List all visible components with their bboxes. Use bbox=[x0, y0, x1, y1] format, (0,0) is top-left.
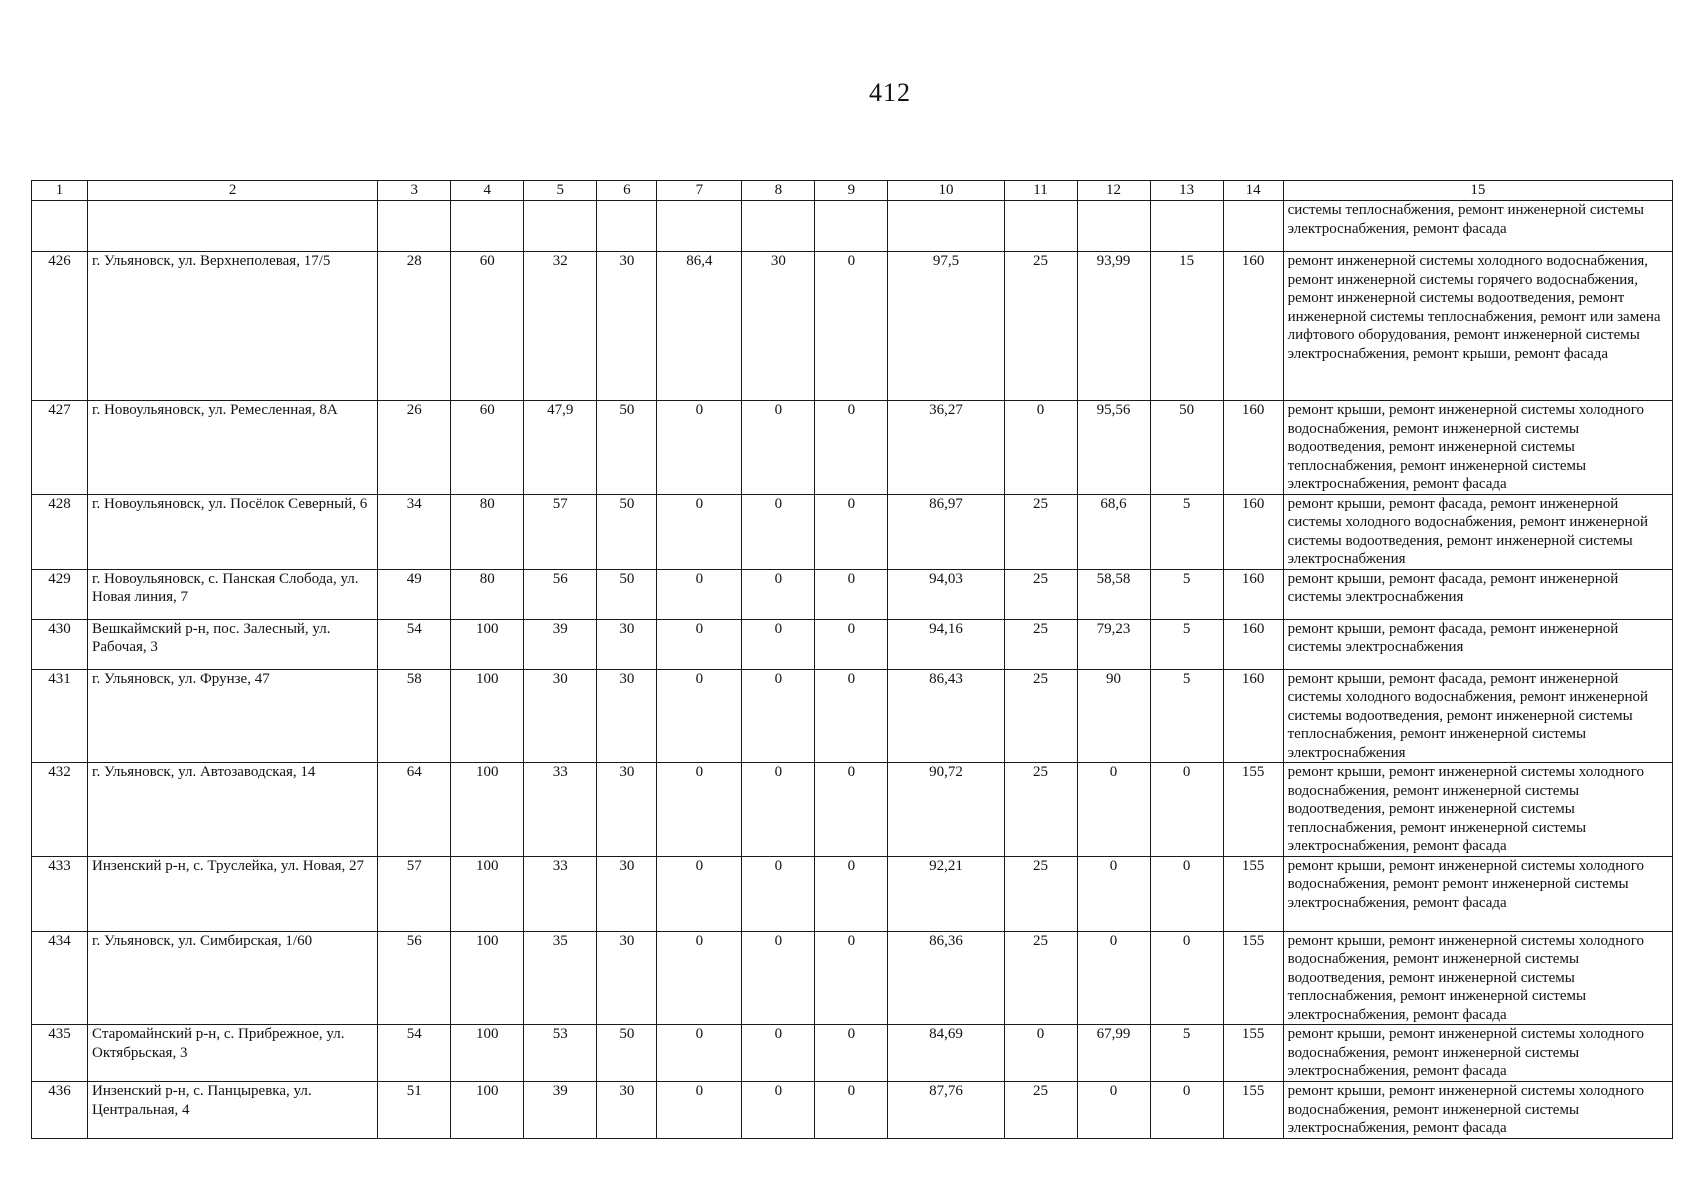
address-cell: г. Ульяновск, ул. Фрунзе, 47 bbox=[88, 669, 378, 763]
address-cell: г. Новоульяновск, ул. Ремесленная, 8А bbox=[88, 401, 378, 495]
address-cell: Инзенский р-н, с. Панцыревка, ул. Центральная, 4 bbox=[88, 1082, 378, 1139]
value-cell: 15 bbox=[1150, 252, 1223, 401]
row-number: 429 bbox=[32, 569, 88, 619]
value-cell: 86,4 bbox=[657, 252, 742, 401]
value-cell: 160 bbox=[1223, 494, 1283, 569]
value-cell: 0 bbox=[815, 856, 888, 931]
address-cell: г. Ульяновск, ул. Автозаводская, 14 bbox=[88, 763, 378, 857]
row-number: 430 bbox=[32, 619, 88, 669]
value-cell: 0 bbox=[815, 931, 888, 1025]
value-cell: 80 bbox=[451, 494, 524, 569]
value-cell: 0 bbox=[1077, 763, 1150, 857]
value-cell: 0 bbox=[815, 1082, 888, 1139]
value-cell: 0 bbox=[1004, 401, 1077, 495]
value-cell: 25 bbox=[1004, 763, 1077, 857]
value-cell bbox=[1223, 201, 1283, 252]
column-header: 1 bbox=[32, 181, 88, 201]
value-cell: 87,76 bbox=[888, 1082, 1004, 1139]
value-cell: 90 bbox=[1077, 669, 1150, 763]
works-cell: ремонт крыши, ремонт инженерной системы холодного водоснабжения, ремонт инженерной системы водоотведения, ремонт инженерной системы теплоснабжения, ремонт инженерной системы электроснабжения, ремонт фасада bbox=[1283, 763, 1672, 857]
value-cell: 68,6 bbox=[1077, 494, 1150, 569]
value-cell: 50 bbox=[597, 401, 657, 495]
works-cell: ремонт крыши, ремонт инженерной системы холодного водоснабжения, ремонт ремонт инженерной системы электроснабжения, ремонт фасада bbox=[1283, 856, 1672, 931]
value-cell: 0 bbox=[815, 252, 888, 401]
value-cell: 32 bbox=[524, 252, 597, 401]
value-cell: 0 bbox=[742, 856, 815, 931]
value-cell: 86,36 bbox=[888, 931, 1004, 1025]
value-cell: 160 bbox=[1223, 252, 1283, 401]
value-cell: 51 bbox=[378, 1082, 451, 1139]
value-cell: 0 bbox=[657, 619, 742, 669]
address-cell: Инзенский р-н, с. Труслейка, ул. Новая, 27 bbox=[88, 856, 378, 931]
value-cell: 39 bbox=[524, 1082, 597, 1139]
value-cell: 0 bbox=[657, 1082, 742, 1139]
value-cell: 94,03 bbox=[888, 569, 1004, 619]
address-cell: г. Ульяновск, ул. Симбирская, 1/60 bbox=[88, 931, 378, 1025]
value-cell: 0 bbox=[815, 763, 888, 857]
value-cell: 25 bbox=[1004, 856, 1077, 931]
row-number: 433 bbox=[32, 856, 88, 931]
value-cell: 49 bbox=[378, 569, 451, 619]
value-cell bbox=[597, 201, 657, 252]
column-header: 4 bbox=[451, 181, 524, 201]
column-header: 2 bbox=[88, 181, 378, 201]
value-cell: 0 bbox=[657, 763, 742, 857]
value-cell: 34 bbox=[378, 494, 451, 569]
table-row bbox=[32, 763, 1673, 857]
row-number: 431 bbox=[32, 669, 88, 763]
table-row bbox=[32, 494, 1673, 569]
value-cell: 67,99 bbox=[1077, 1025, 1150, 1082]
address-cell: Вешкаймский р-н, пос. Залесный, ул. Рабочая, 3 bbox=[88, 619, 378, 669]
value-cell: 0 bbox=[657, 1025, 742, 1082]
value-cell bbox=[451, 201, 524, 252]
value-cell bbox=[742, 201, 815, 252]
value-cell: 30 bbox=[597, 619, 657, 669]
value-cell: 0 bbox=[742, 669, 815, 763]
row-number: 426 bbox=[32, 252, 88, 401]
value-cell: 155 bbox=[1223, 931, 1283, 1025]
value-cell: 95,56 bbox=[1077, 401, 1150, 495]
value-cell: 50 bbox=[597, 494, 657, 569]
value-cell: 0 bbox=[742, 401, 815, 495]
value-cell bbox=[815, 201, 888, 252]
value-cell: 100 bbox=[451, 856, 524, 931]
address-cell: г. Ульяновск, ул. Верхнеполевая, 17/5 bbox=[88, 252, 378, 401]
value-cell bbox=[1150, 201, 1223, 252]
value-cell: 5 bbox=[1150, 619, 1223, 669]
value-cell: 80 bbox=[451, 569, 524, 619]
value-cell: 160 bbox=[1223, 669, 1283, 763]
address-cell bbox=[88, 201, 378, 252]
table-row bbox=[32, 1082, 1673, 1139]
value-cell: 100 bbox=[451, 1025, 524, 1082]
column-header: 13 bbox=[1150, 181, 1223, 201]
value-cell: 155 bbox=[1223, 856, 1283, 931]
column-header: 15 bbox=[1283, 181, 1672, 201]
value-cell: 5 bbox=[1150, 669, 1223, 763]
value-cell: 0 bbox=[657, 931, 742, 1025]
value-cell: 30 bbox=[524, 669, 597, 763]
table-row bbox=[32, 1025, 1673, 1082]
address-cell: Старомайнский р-н, с. Прибрежное, ул. Октябрьская, 3 bbox=[88, 1025, 378, 1082]
value-cell: 25 bbox=[1004, 1082, 1077, 1139]
row-number: 432 bbox=[32, 763, 88, 857]
works-cell: ремонт крыши, ремонт фасада, ремонт инженерной системы холодного водоснабжения, ремонт инженерной системы водоотведения, ремонт инженерной системы теплоснабжения, ремонт инженерной системы электроснабжения bbox=[1283, 669, 1672, 763]
value-cell: 60 bbox=[451, 401, 524, 495]
works-cell: ремонт крыши, ремонт инженерной системы холодного водоснабжения, ремонт инженерной системы водоотведения, ремонт инженерной системы теплоснабжения, ремонт инженерной системы электроснабжения, ремонт фасада bbox=[1283, 401, 1672, 495]
value-cell bbox=[378, 201, 451, 252]
works-cell: ремонт крыши, ремонт инженерной системы холодного водоснабжения, ремонт инженерной системы электроснабжения, ремонт фасада bbox=[1283, 1025, 1672, 1082]
table-row bbox=[32, 569, 1673, 619]
value-cell bbox=[1004, 201, 1077, 252]
value-cell: 0 bbox=[1150, 931, 1223, 1025]
value-cell: 84,69 bbox=[888, 1025, 1004, 1082]
value-cell: 30 bbox=[597, 252, 657, 401]
column-number-header bbox=[32, 181, 1673, 201]
value-cell: 0 bbox=[742, 1025, 815, 1082]
value-cell: 0 bbox=[1150, 763, 1223, 857]
value-cell: 160 bbox=[1223, 569, 1283, 619]
value-cell: 86,97 bbox=[888, 494, 1004, 569]
value-cell: 54 bbox=[378, 1025, 451, 1082]
address-cell: г. Новоульяновск, ул. Посёлок Северный, 6 bbox=[88, 494, 378, 569]
value-cell: 100 bbox=[451, 931, 524, 1025]
column-header: 6 bbox=[597, 181, 657, 201]
works-cell: системы теплоснабжения, ремонт инженерной системы электроснабжения, ремонт фасада bbox=[1283, 201, 1672, 252]
column-header: 3 bbox=[378, 181, 451, 201]
value-cell: 25 bbox=[1004, 669, 1077, 763]
value-cell: 0 bbox=[815, 1025, 888, 1082]
value-cell: 0 bbox=[815, 494, 888, 569]
value-cell: 86,43 bbox=[888, 669, 1004, 763]
value-cell: 57 bbox=[524, 494, 597, 569]
value-cell: 5 bbox=[1150, 494, 1223, 569]
value-cell: 0 bbox=[1150, 1082, 1223, 1139]
row-number: 435 bbox=[32, 1025, 88, 1082]
column-header: 7 bbox=[657, 181, 742, 201]
value-cell: 35 bbox=[524, 931, 597, 1025]
value-cell: 33 bbox=[524, 763, 597, 857]
value-cell: 94,16 bbox=[888, 619, 1004, 669]
repair-program-table bbox=[31, 180, 1673, 1139]
value-cell: 0 bbox=[742, 763, 815, 857]
value-cell: 26 bbox=[378, 401, 451, 495]
value-cell: 155 bbox=[1223, 1025, 1283, 1082]
value-cell: 53 bbox=[524, 1025, 597, 1082]
value-cell: 25 bbox=[1004, 619, 1077, 669]
value-cell: 57 bbox=[378, 856, 451, 931]
value-cell: 0 bbox=[815, 401, 888, 495]
value-cell: 28 bbox=[378, 252, 451, 401]
row-number: 428 bbox=[32, 494, 88, 569]
column-header: 8 bbox=[742, 181, 815, 201]
row-number: 427 bbox=[32, 401, 88, 495]
value-cell: 5 bbox=[1150, 569, 1223, 619]
page-number: 412 bbox=[869, 78, 911, 107]
value-cell: 0 bbox=[1077, 1082, 1150, 1139]
value-cell: 0 bbox=[742, 569, 815, 619]
value-cell: 0 bbox=[1004, 1025, 1077, 1082]
value-cell: 93,99 bbox=[1077, 252, 1150, 401]
value-cell: 33 bbox=[524, 856, 597, 931]
value-cell: 0 bbox=[657, 856, 742, 931]
table-row bbox=[32, 856, 1673, 931]
value-cell: 30 bbox=[597, 1082, 657, 1139]
value-cell: 54 bbox=[378, 619, 451, 669]
value-cell: 56 bbox=[378, 931, 451, 1025]
value-cell: 25 bbox=[1004, 569, 1077, 619]
value-cell: 36,27 bbox=[888, 401, 1004, 495]
value-cell: 160 bbox=[1223, 619, 1283, 669]
column-header: 5 bbox=[524, 181, 597, 201]
value-cell: 100 bbox=[451, 1082, 524, 1139]
value-cell: 0 bbox=[1077, 856, 1150, 931]
value-cell: 155 bbox=[1223, 763, 1283, 857]
value-cell: 0 bbox=[815, 619, 888, 669]
value-cell: 160 bbox=[1223, 401, 1283, 495]
value-cell bbox=[524, 201, 597, 252]
value-cell: 50 bbox=[1150, 401, 1223, 495]
value-cell: 0 bbox=[742, 494, 815, 569]
table-row bbox=[32, 201, 1673, 252]
row-number: 436 bbox=[32, 1082, 88, 1139]
row-number bbox=[32, 201, 88, 252]
value-cell: 0 bbox=[742, 931, 815, 1025]
value-cell: 79,23 bbox=[1077, 619, 1150, 669]
value-cell: 0 bbox=[742, 1082, 815, 1139]
value-cell: 0 bbox=[1150, 856, 1223, 931]
address-cell: г. Новоульяновск, с. Панская Слобода, ул. Новая линия, 7 bbox=[88, 569, 378, 619]
value-cell: 30 bbox=[597, 669, 657, 763]
value-cell: 0 bbox=[657, 401, 742, 495]
value-cell: 92,21 bbox=[888, 856, 1004, 931]
works-cell: ремонт крыши, ремонт инженерной системы холодного водоснабжения, ремонт инженерной системы водоотведения, ремонт инженерной системы теплоснабжения, ремонт инженерной системы электроснабжения, ремонт фасада bbox=[1283, 931, 1672, 1025]
column-header: 10 bbox=[888, 181, 1004, 201]
value-cell: 100 bbox=[451, 669, 524, 763]
value-cell: 0 bbox=[657, 494, 742, 569]
value-cell: 47,9 bbox=[524, 401, 597, 495]
value-cell bbox=[1077, 201, 1150, 252]
value-cell: 0 bbox=[657, 669, 742, 763]
works-cell: ремонт крыши, ремонт фасада, ремонт инженерной системы холодного водоснабжения, ремонт инженерной системы водоотведения, ремонт инженерной системы электроснабжения bbox=[1283, 494, 1672, 569]
value-cell: 58 bbox=[378, 669, 451, 763]
value-cell: 60 bbox=[451, 252, 524, 401]
works-cell: ремонт крыши, ремонт фасада, ремонт инженерной системы электроснабжения bbox=[1283, 619, 1672, 669]
column-header: 9 bbox=[815, 181, 888, 201]
value-cell: 97,5 bbox=[888, 252, 1004, 401]
table-row bbox=[32, 252, 1673, 401]
value-cell: 30 bbox=[597, 763, 657, 857]
value-cell bbox=[888, 201, 1004, 252]
value-cell: 5 bbox=[1150, 1025, 1223, 1082]
table-row bbox=[32, 931, 1673, 1025]
value-cell: 155 bbox=[1223, 1082, 1283, 1139]
works-cell: ремонт инженерной системы холодного водоснабжения, ремонт инженерной системы горячего водоснабжения, ремонт инженерной системы водоотведения, ремонт инженерной системы теплоснабжения, ремонт или замена лифтового оборудования, ремонт инженерной системы электроснабжения, ремонт крыши, ремонт фасада bbox=[1283, 252, 1672, 401]
value-cell: 58,58 bbox=[1077, 569, 1150, 619]
value-cell: 0 bbox=[815, 669, 888, 763]
works-cell: ремонт крыши, ремонт фасада, ремонт инженерной системы электроснабжения bbox=[1283, 569, 1672, 619]
value-cell: 100 bbox=[451, 763, 524, 857]
value-cell: 50 bbox=[597, 569, 657, 619]
value-cell: 30 bbox=[597, 931, 657, 1025]
value-cell: 30 bbox=[742, 252, 815, 401]
works-cell: ремонт крыши, ремонт инженерной системы холодного водоснабжения, ремонт инженерной системы электроснабжения, ремонт фасада bbox=[1283, 1082, 1672, 1139]
value-cell: 56 bbox=[524, 569, 597, 619]
value-cell bbox=[657, 201, 742, 252]
value-cell: 90,72 bbox=[888, 763, 1004, 857]
value-cell: 25 bbox=[1004, 494, 1077, 569]
row-number: 434 bbox=[32, 931, 88, 1025]
table-row bbox=[32, 619, 1673, 669]
value-cell: 30 bbox=[597, 856, 657, 931]
value-cell: 100 bbox=[451, 619, 524, 669]
value-cell: 0 bbox=[657, 569, 742, 619]
value-cell: 0 bbox=[815, 569, 888, 619]
table-row bbox=[32, 401, 1673, 495]
column-header: 14 bbox=[1223, 181, 1283, 201]
value-cell: 39 bbox=[524, 619, 597, 669]
value-cell: 25 bbox=[1004, 252, 1077, 401]
value-cell: 0 bbox=[1077, 931, 1150, 1025]
table-row bbox=[32, 669, 1673, 763]
column-header: 12 bbox=[1077, 181, 1150, 201]
value-cell: 25 bbox=[1004, 931, 1077, 1025]
value-cell: 0 bbox=[742, 619, 815, 669]
value-cell: 64 bbox=[378, 763, 451, 857]
column-header: 11 bbox=[1004, 181, 1077, 201]
value-cell: 50 bbox=[597, 1025, 657, 1082]
